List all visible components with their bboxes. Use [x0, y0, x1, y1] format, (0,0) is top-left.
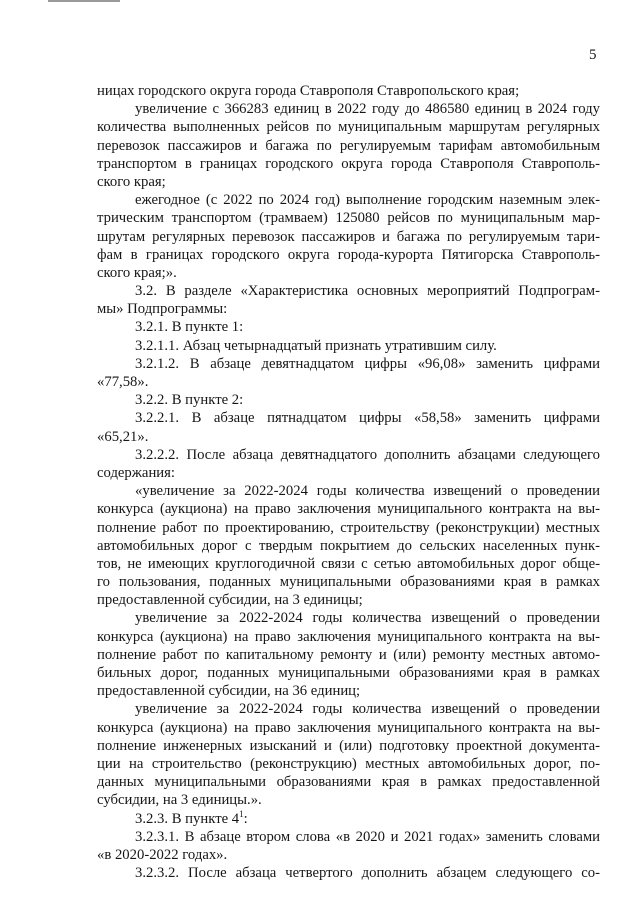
text-line — [97, 318, 600, 336]
text-line — [97, 664, 600, 682]
text-line — [97, 118, 600, 136]
text-line — [97, 682, 600, 700]
text-line — [97, 573, 600, 591]
text-line — [97, 482, 600, 500]
text-line — [97, 373, 600, 391]
text-line-content: количества выполненных рейсов по муниципальным маршрутам регулярных — [97, 119, 600, 136]
text-line — [97, 500, 600, 518]
text-line — [97, 391, 600, 409]
text-line — [97, 337, 600, 355]
text-line-content: фам в границах городского округа города-курорта Пятигорска Ставрополь- — [97, 246, 600, 263]
text-line-content: перевозок пассажиров и багажа по регулируемым тарифам автомобильным — [97, 137, 600, 154]
text-line-content: тов, не имеющих круглогодичной связи с сетью автомобильных дорог обще- — [97, 555, 600, 572]
text-line-content: мы» Подпрограммы: — [97, 301, 228, 318]
text-line — [97, 864, 600, 882]
text-line-content: увеличение за 2022-2024 годы количества извещений о проведении — [135, 701, 600, 718]
text-line-content: трическим транспортом (трамваем) 125080 рейсов по муниципальным мар- — [97, 210, 600, 227]
text-line-content: го пользования, поданных муниципальными образованиями края в рамках — [97, 574, 600, 591]
text-line — [97, 137, 600, 155]
text-line-content: полнение работ по капитальному ремонту и (или) ремонту местных автомо- — [97, 646, 600, 663]
text-line-content: ского края;». — [97, 264, 177, 281]
text-line — [97, 409, 600, 427]
text-line — [97, 628, 600, 646]
text-line-content: 3.2.1. В пункте 1: — [135, 319, 244, 336]
text-line-content: данных муниципальными образованиями края в рамках предоставленной — [97, 774, 600, 791]
text-line-content: ции на строительство (реконструкцию) местных автомобильных дорог, по- — [97, 755, 600, 772]
text-line — [97, 700, 600, 718]
text-line — [97, 155, 600, 173]
text-line-content: конкурса (аукциона) на право заключения муниципального контракта на вы- — [97, 719, 600, 736]
text-line — [97, 755, 600, 773]
text-line-content: «в 2020-2022 годах». — [97, 846, 228, 863]
text-line-content: ницах городского округа города Ставрополя Ставропольского края; — [97, 83, 520, 99]
text-line — [97, 537, 600, 555]
text-line-content: 3.2.1.1. Абзац четырнадцатый признать утратившим силу. — [135, 337, 497, 354]
text-line — [97, 446, 600, 464]
text-line — [97, 719, 600, 737]
text-line-content: 3.2.1.2. В абзаце девятнадцатом цифры «96,08» заменить цифрами — [135, 355, 600, 372]
text-line-content: 3.2.2.2. После абзаца девятнадцатого дополнить абзацами следующего — [135, 446, 600, 463]
text-line — [97, 264, 600, 282]
text-line — [97, 246, 600, 264]
text-line-content: автомобильных дорог с твердым покрытием до сельских населенных пунк- — [97, 537, 600, 554]
text-line — [97, 810, 600, 828]
text-line-content: ского края; — [97, 173, 166, 190]
text-line — [97, 209, 600, 227]
text-line-content: полнение инженерных изысканий и (или) подготовку проектной документа- — [97, 737, 600, 754]
text-line-content: 3.2.3.1. В абзаце втором слова «в 2020 и 2021 годах» заменить словами — [135, 828, 600, 845]
text-line — [97, 846, 600, 864]
text-line-content: транспортом в границах городского округа города Ставрополя Ставрополь- — [97, 155, 600, 172]
text-line-content: конкурса (аукциона) на право заключения муниципального контракта на вы- — [97, 501, 600, 518]
text-line — [97, 191, 600, 209]
text-line — [97, 428, 600, 446]
text-line-content: полнение работ по проектированию, строительству (реконструкции) местных — [97, 519, 600, 536]
scan-top-edge-line — [48, 0, 120, 2]
text-line-content: «увеличение за 2022-2024 годы количества извещений о проведении — [135, 483, 600, 500]
text-line-content: увеличение за 2022-2024 годы количества извещений о проведении — [135, 610, 600, 627]
text-line-content: 3.2.2. В пункте 2: — [135, 392, 244, 409]
text-line — [97, 773, 600, 791]
text-line — [97, 646, 600, 664]
text-line-content: ежегодное (с 2022 по 2024 год) выполнение городским наземным элек- — [135, 192, 600, 209]
text-line — [97, 464, 600, 482]
text-line — [97, 791, 600, 809]
text-line-content: 3.2. В разделе «Характеристика основных мероприятий Подпрограм- — [135, 283, 600, 300]
text-line-content: субсидии, на 3 единицы.». — [97, 792, 262, 809]
text-line-content: 3.2.3. В пункте 4 — [135, 810, 240, 827]
text-line — [97, 737, 600, 755]
text-line-content: предоставленной субсидии, на 36 единиц; — [97, 683, 361, 700]
text-line — [97, 100, 600, 118]
text-line-content: 3.2.2.1. В абзаце пятнадцатом цифры «58,58» заменить цифрами — [135, 410, 600, 427]
text-line — [97, 519, 600, 537]
page-number: 5 — [589, 47, 597, 63]
text-line-content: предоставленной субсидии, на 3 единицы; — [97, 592, 363, 609]
text-line-content: «65,21». — [97, 428, 149, 445]
text-line-suffix: : — [243, 810, 248, 827]
text-line — [97, 282, 600, 300]
text-line — [97, 82, 600, 100]
text-line — [97, 355, 600, 373]
text-line-content: «77,58». — [97, 374, 149, 390]
text-line-content: увеличение с 366283 единиц в 2022 году до 486580 единиц в 2024 году — [135, 101, 600, 118]
text-line — [97, 173, 600, 191]
text-line-content: содержания: — [97, 464, 175, 481]
text-line — [97, 609, 600, 627]
text-line-content: конкурса (аукциона) на право заключения муниципального контракта на вы- — [97, 628, 600, 645]
superscript: 1 — [239, 808, 244, 819]
text-line — [97, 828, 600, 846]
text-line — [97, 228, 600, 246]
text-line — [97, 555, 600, 573]
text-line-content: шрутам регулярных перевозок пассажиров и багажа по регулируемым тари- — [97, 228, 600, 245]
text-line — [97, 591, 600, 609]
text-line-content: бильных дорог, поданных муниципальными образованиями края в рамках — [97, 665, 600, 681]
text-line-content: 3.2.3.2. После абзаца четвертого дополнить абзацем следующего со- — [135, 865, 600, 882]
text-line — [97, 300, 600, 318]
document-body — [97, 82, 600, 882]
